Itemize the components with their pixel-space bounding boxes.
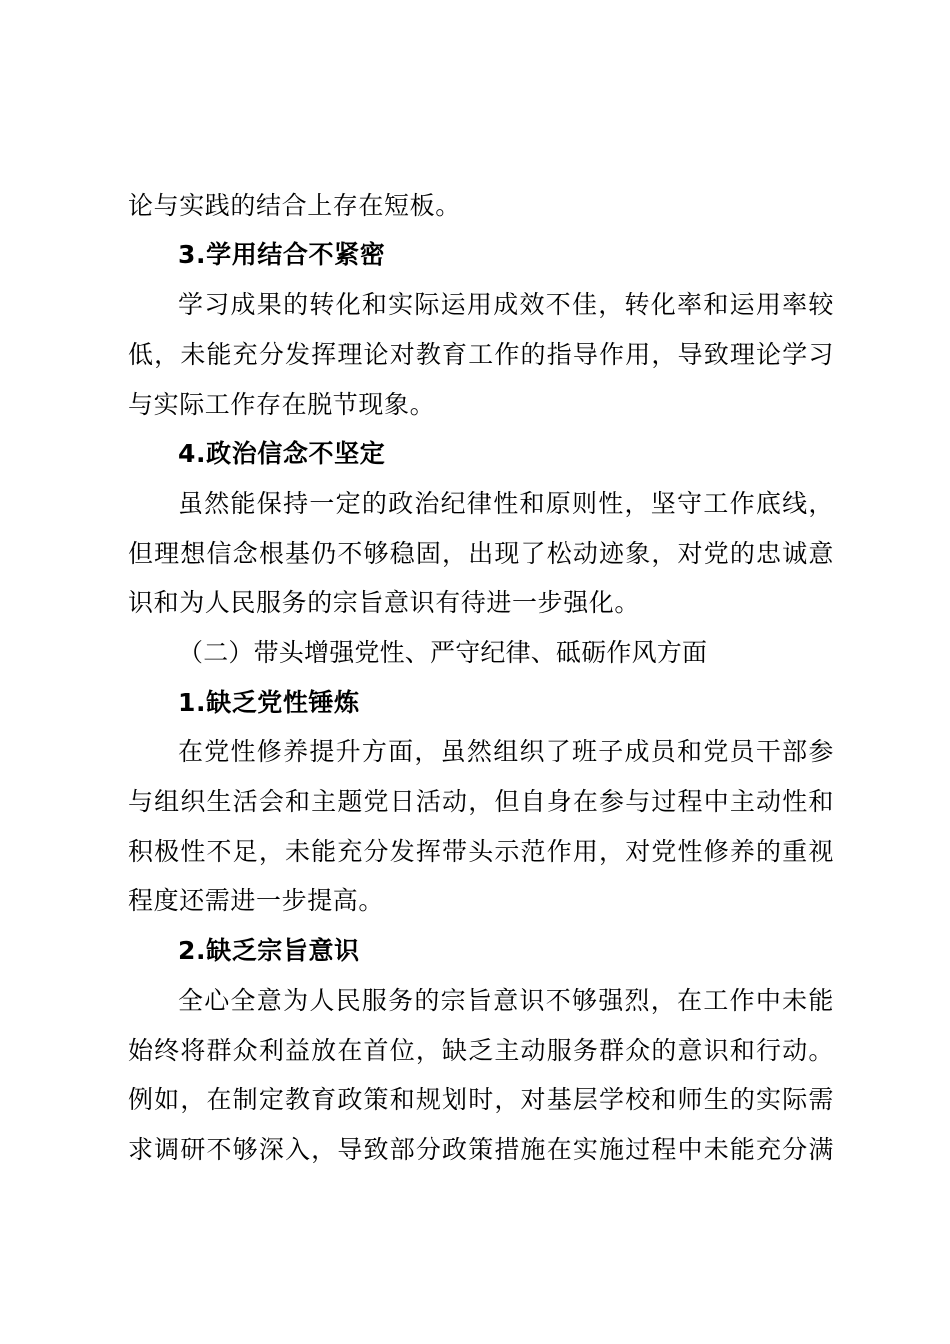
chapter-heading: （二）带头增强党性、严守纪律、砥砺作风方面 — [178, 638, 708, 667]
paragraph-line: 在党性修养提升方面，虽然组织了班子成员和党员干部参 — [178, 737, 834, 766]
paragraph-line: 积极性不足，未能充分发挥带头示范作用，对党性修养的重视 — [128, 837, 834, 866]
paragraph-line: 低，未能充分发挥理论对教育工作的指导作用，导致理论学习 — [128, 340, 834, 369]
paragraph-line: 与组织生活会和主题党日活动，但自身在参与过程中主动性和 — [128, 787, 834, 816]
section-heading: 2.缺乏宗旨意识 — [178, 936, 360, 965]
paragraph-line: 学习成果的转化和实际运用成效不佳，转化率和运用率较 — [178, 290, 834, 319]
section-heading: 3.学用结合不紧密 — [178, 240, 386, 269]
paragraph-line: 与实际工作存在脱节现象。 — [128, 390, 436, 419]
section-heading: 4.政治信念不坚定 — [178, 439, 386, 468]
paragraph-line: 虽然能保持一定的政治纪律性和原则性，坚守工作底线， — [178, 489, 834, 518]
section-heading: 1.缺乏党性锤炼 — [178, 688, 360, 717]
paragraph-line: 求调研不够深入，导致部分政策措施在实施过程中未能充分满 — [128, 1135, 834, 1164]
paragraph-line: 识和为人民服务的宗旨意识有待进一步强化。 — [128, 588, 641, 617]
paragraph-line: 程度还需进一步提高。 — [128, 886, 385, 915]
paragraph-line: 但理想信念根基仍不够稳固，出现了松动迹象，对党的忠诚意 — [128, 539, 834, 568]
paragraph-line: 例如，在制定教育政策和规划时，对基层学校和师生的实际需 — [128, 1085, 834, 1114]
paragraph-line: 全心全意为人民服务的宗旨意识不够强烈，在工作中未能 — [178, 986, 834, 1015]
paragraph-line: 始终将群众利益放在首位，缺乏主动服务群众的意识和行动。 — [128, 1036, 834, 1065]
paragraph-line: 论与实践的结合上存在短板。 — [128, 191, 461, 220]
